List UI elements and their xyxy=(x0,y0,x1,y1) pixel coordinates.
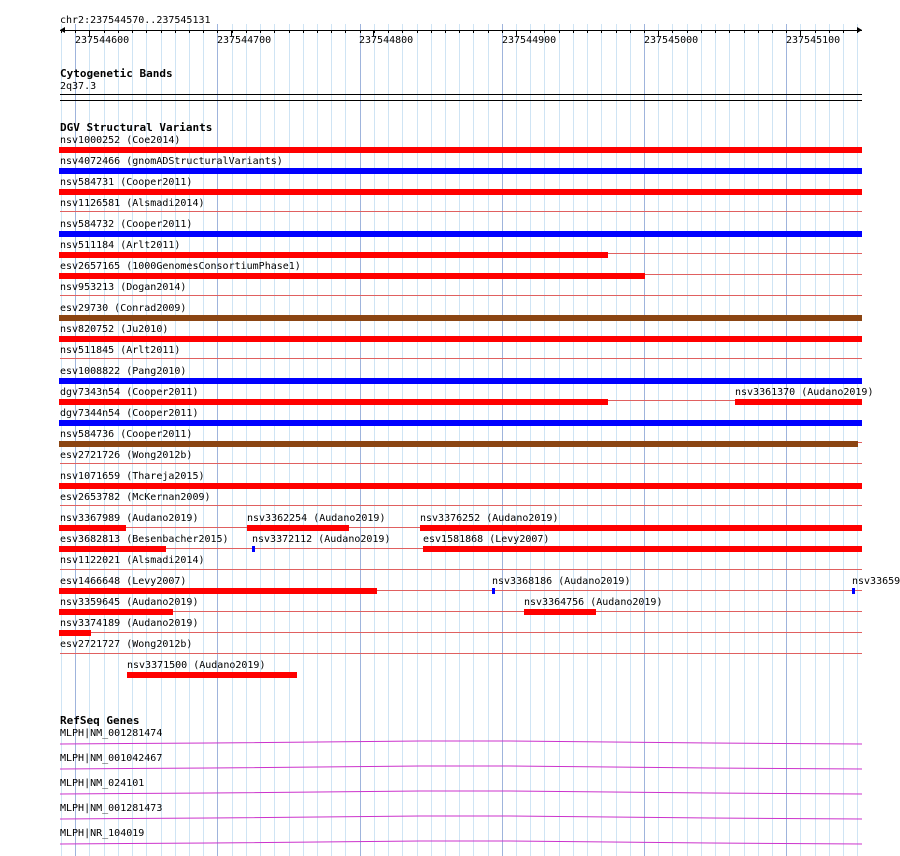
variant-label[interactable]: nsv33659 xyxy=(852,576,900,587)
gene-intron-line[interactable] xyxy=(0,763,890,775)
row-separator xyxy=(60,569,862,570)
cytoband-label: 2q37.3 xyxy=(60,81,97,92)
variant-feature-bar[interactable] xyxy=(59,231,862,237)
variant-label[interactable]: nsv584732 (Cooper2011) xyxy=(60,219,193,230)
row-separator xyxy=(60,505,862,506)
variant-label[interactable]: nsv1126581 (Alsmadi2014) xyxy=(60,198,205,209)
variant-label[interactable]: esv1581868 (Levy2007) xyxy=(423,534,550,545)
variant-feature-bar[interactable] xyxy=(127,672,297,678)
variant-feature-bar[interactable] xyxy=(59,483,862,489)
variant-label[interactable]: esv1466648 (Levy2007) xyxy=(60,576,187,587)
variant-label[interactable]: esv1008822 (Pang2010) xyxy=(60,366,187,377)
gene-label[interactable]: MLPH|NM_001281473 xyxy=(60,803,163,814)
track-title: RefSeq Genes xyxy=(60,714,140,727)
variant-feature-bar[interactable] xyxy=(59,441,858,447)
variant-label[interactable]: esv3682813 (Besenbacher2015) xyxy=(60,534,229,545)
ruler-tick-label: 237545100 xyxy=(786,35,841,46)
variant-label[interactable]: nsv1071659 (Thareja2015) xyxy=(60,471,205,482)
variant-label[interactable]: nsv3364756 (Audano2019) xyxy=(524,597,663,608)
variant-label[interactable]: nsv1000252 (Coe2014) xyxy=(60,135,181,146)
gene-intron-line[interactable] xyxy=(0,813,890,825)
variant-feature-bar[interactable] xyxy=(423,546,862,552)
variant-label[interactable]: nsv820752 (Ju2010) xyxy=(60,324,169,335)
variant-feature-bar[interactable] xyxy=(59,336,862,342)
variant-label[interactable]: nsv511845 (Arlt2011) xyxy=(60,345,181,356)
ruler-line xyxy=(60,30,862,31)
track-title: DGV Structural Variants xyxy=(60,121,213,134)
variant-feature-bar[interactable] xyxy=(59,420,862,426)
ruler-left-arrow xyxy=(60,27,65,33)
variant-feature-bar[interactable] xyxy=(59,252,608,258)
variant-feature-bar[interactable] xyxy=(59,147,862,153)
region-label: chr2:237544570..237545131 xyxy=(60,15,211,26)
variant-label[interactable]: esv2721726 (Wong2012b) xyxy=(60,450,193,461)
track-title: Cytogenetic Bands xyxy=(60,67,173,80)
ruler-tick-label: 237544800 xyxy=(359,35,414,46)
variant-feature-bar[interactable] xyxy=(59,630,91,636)
variant-label[interactable]: esv2657165 (1000GenomesConsortiumPhase1) xyxy=(60,261,301,272)
variant-feature-bar[interactable] xyxy=(420,525,862,531)
row-separator xyxy=(60,653,862,654)
row-separator xyxy=(60,358,862,359)
variant-label[interactable]: nsv4072466 (gnomADStructuralVariants) xyxy=(60,156,283,167)
variant-feature-bar[interactable] xyxy=(735,399,862,405)
row-separator xyxy=(60,632,862,633)
gene-intron-line[interactable] xyxy=(0,738,890,750)
variant-feature-bar[interactable] xyxy=(59,168,862,174)
ruler-tick-label: 237544900 xyxy=(502,35,557,46)
variant-feature-bar[interactable] xyxy=(59,525,126,531)
variant-feature-bar[interactable] xyxy=(59,315,862,321)
variant-feature-bar[interactable] xyxy=(59,588,377,594)
variant-feature-bar[interactable] xyxy=(492,588,495,594)
variant-label[interactable]: esv2653782 (McKernan2009) xyxy=(60,492,211,503)
variant-label[interactable]: nsv3361370 (Audano2019) xyxy=(735,387,874,398)
variant-label[interactable]: esv2721727 (Wong2012b) xyxy=(60,639,193,650)
gene-label[interactable]: MLPH|NR_104019 xyxy=(60,828,145,839)
variant-label[interactable]: esv29730 (Conrad2009) xyxy=(60,303,187,314)
row-separator xyxy=(60,611,862,612)
variant-feature-bar[interactable] xyxy=(524,609,596,615)
variant-label[interactable]: nsv3359645 (Audano2019) xyxy=(60,597,199,608)
ruler-tick-label: 237545000 xyxy=(644,35,699,46)
variant-feature-bar[interactable] xyxy=(852,588,855,594)
variant-label[interactable]: nsv584736 (Cooper2011) xyxy=(60,429,193,440)
variant-feature-bar[interactable] xyxy=(59,273,645,279)
variant-label[interactable]: nsv953213 (Dogan2014) xyxy=(60,282,187,293)
gene-label[interactable]: MLPH|NM_001042467 xyxy=(60,753,163,764)
variant-label[interactable]: nsv3372112 (Audano2019) xyxy=(252,534,391,545)
variant-feature-bar[interactable] xyxy=(247,525,349,531)
variant-label[interactable]: nsv3371500 (Audano2019) xyxy=(127,660,266,671)
variant-label[interactable]: nsv1122021 (Alsmadi2014) xyxy=(60,555,205,566)
variant-label[interactable]: dgv7343n54 (Cooper2011) xyxy=(60,387,199,398)
variant-feature-bar[interactable] xyxy=(59,378,862,384)
variant-feature-bar[interactable] xyxy=(59,399,608,405)
ruler-tick-label: 237544700 xyxy=(217,35,272,46)
variant-label[interactable]: nsv3374189 (Audano2019) xyxy=(60,618,199,629)
cytoband-line xyxy=(60,94,862,95)
variant-label[interactable]: nsv3367989 (Audano2019) xyxy=(60,513,199,524)
variant-feature-bar[interactable] xyxy=(252,546,255,552)
ruler-tick-label: 237544600 xyxy=(75,35,130,46)
variant-feature-bar[interactable] xyxy=(59,546,166,552)
row-separator xyxy=(60,295,862,296)
variant-label[interactable]: nsv3362254 (Audano2019) xyxy=(247,513,386,524)
gene-label[interactable]: MLPH|NM_001281474 xyxy=(60,728,163,739)
gene-intron-line[interactable] xyxy=(0,788,890,800)
gene-intron-line[interactable] xyxy=(0,838,890,850)
variant-label[interactable]: dgv7344n54 (Cooper2011) xyxy=(60,408,199,419)
gene-label[interactable]: MLPH|NM_024101 xyxy=(60,778,145,789)
variant-label[interactable]: nsv584731 (Cooper2011) xyxy=(60,177,193,188)
variant-feature-bar[interactable] xyxy=(59,609,173,615)
row-separator xyxy=(60,211,862,212)
variant-feature-bar[interactable] xyxy=(59,189,862,195)
track-divider xyxy=(60,100,862,101)
variant-label[interactable]: nsv3376252 (Audano2019) xyxy=(420,513,559,524)
ruler-right-arrow xyxy=(857,27,862,33)
variant-label[interactable]: nsv511184 (Arlt2011) xyxy=(60,240,181,251)
row-separator xyxy=(60,463,862,464)
variant-label[interactable]: nsv3368186 (Audano2019) xyxy=(492,576,631,587)
